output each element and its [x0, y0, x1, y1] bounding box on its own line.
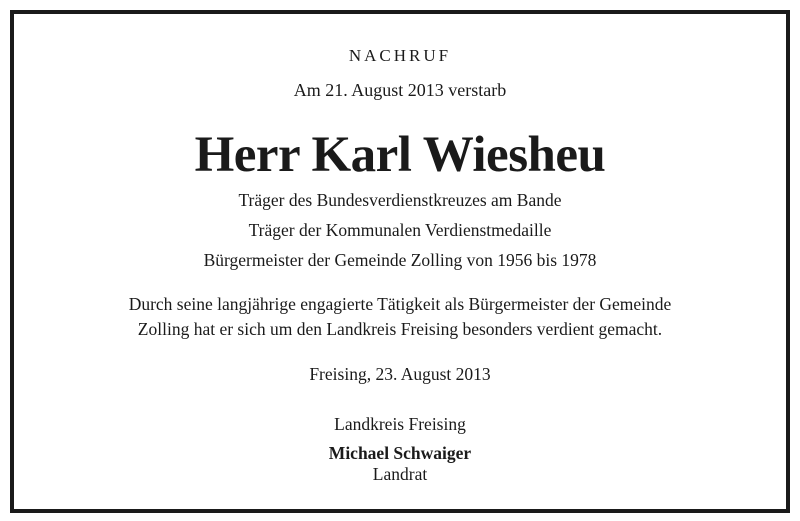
organization-name: Landkreis Freising [334, 414, 466, 434]
honor-line: Bürgermeister der Gemeinde Zolling von 1956 bis 1978 [203, 250, 597, 270]
obituary-frame [10, 10, 790, 513]
notice-heading: NACHRUF [348, 46, 452, 65]
honor-line: Träger der Kommunalen Verdienstmedaille [248, 220, 552, 240]
signer-name: Michael Schwaiger [328, 443, 472, 463]
death-date-line: Am 21. August 2013 verstarb [293, 80, 507, 100]
deceased-name: Herr Karl Wiesheu [194, 127, 606, 183]
signer-title: Landrat [372, 464, 428, 484]
honor-line: Träger des Bundesverdienstkreuzes am Bande [238, 190, 562, 210]
tribute-text-line: Zolling hat er sich um den Landkreis Freising besonders verdient gemacht. [137, 319, 663, 339]
tribute-text-line: Durch seine langjährige engagierte Tätigkeit als Bürgermeister der Gemeinde [128, 294, 672, 314]
place-date: Freising, 23. August 2013 [309, 364, 491, 384]
